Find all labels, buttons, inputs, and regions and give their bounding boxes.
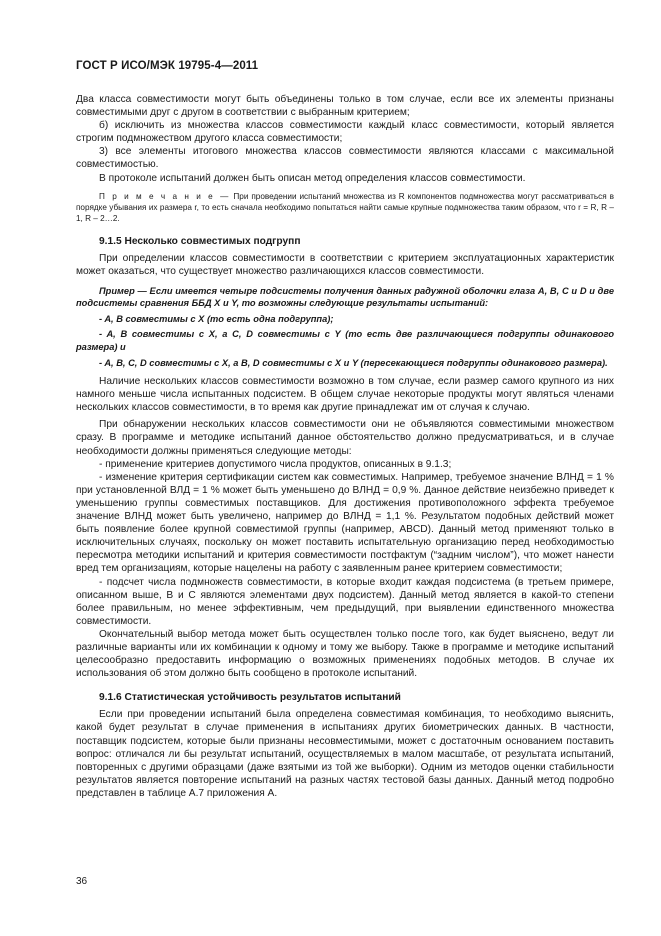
list-item-b: б) исключить из множества классов совместимости каждый класс совместимости, который является строгим подмножеством другого класса совместимости; [76,120,614,145]
paragraph: В протоколе испытаний должен быть описан метод определения классов совместимости. [99,172,526,184]
example-item: - A, B совместимы с X, а C, D совместимы с Y (то есть две различающиеся подгруппы одинакового размера) и [76,329,614,352]
paragraph: При определении классов совместимости в соответствии с критерием эксплуатационных характеристик может оказаться, что существует множество различающихся классов совместимости. [76,253,614,278]
paragraph: При обнаружении нескольких классов совместимости они не объявляются совместимыми множеством сразу. В программе и методике испытаний данное обстоятельство должно предусматриваться, и в случае необходимости должны применяться следующие методы: [76,419,614,457]
note [76,191,614,225]
note-label: П р и м е ч а н и е — [99,191,231,201]
paragraph: Наличие нескольких классов совместимости возможно в том случае, если размер самого крупного из них намного меньше числа испытанных подсистем. В общем случае некоторые продукты могут являться членами нескольких классов совместимости, в то время как другие принадлежат им от случая к случаю. [76,376,614,414]
list-item: - подсчет числа подмножеств совместимости, в которые входит каждая подсистема (в третьем примере, описанном выше, B и C являются элементами двух подсистем). Данный метод является в какой-то степени более правильным, но менее эффективным, чем предыдущий, при выявлении единственного множества совместимости. [76,576,614,627]
example-intro: Пример — Если имеется четыре подсистемы получения данных радужной оболочки глаза A, B, C и D и две подсистемы сравнения ББД X и Y, то возможны следующие результаты испытаний: [76,285,614,309]
example-item: - A, B, C, D совместимы с X, а B, D совместимы с X и Y (пересекающиеся подгруппы одинакового размера). [99,357,608,368]
section-heading-9-1-5: 9.1.5 Несколько совместимых подгрупп [99,236,301,248]
list-item: - применение критериев допустимого числа продуктов, описанных в 9.1.3; [99,458,452,470]
list-item-3: 3) все элементы итогового множества классов совместимости являются классами с максимальной совместимостью. [76,146,614,171]
example-item: - A, B совместимы с X (то есть одна подгруппа); [99,313,334,324]
document-header-title: ГОСТ Р ИСО/МЭК 19795-4—2011 [76,60,259,72]
section-heading-9-1-6: 9.1.6 Статистическая устойчивость результатов испытаний [99,692,401,704]
page-number: 36 [76,876,88,887]
paragraph: Окончательный выбор метода может быть осуществлен только после того, как будет выяснено, ведут ли различные варианты или их комбинации к одному и тому же выбору. Также в программе и методике испытаний целесообразно предоставить информацию о возможных применениях подобных методов. В случае их использования об этом должно быть сообщено в протоколе испытаний. [76,628,614,680]
list-item: - изменение критерия сертификации систем как совместимых. Например, требуемое значение ВЛНД = 1 % при установленной ВЛД = 1 % может быть уменьшено до ВЛНД = 0,9 %. Данное действие неизбежно приведет к уменьшению группы совместимых поставщиков. Для достижения противоположного эффекта требуемое значение ВЛНД может быть увеличено, например до ВЛНД = 1,1 %. Результатом подобных действий может быть появление более крупной совместимой группы (например, ABCD). Данный метод применяют только в исключительных случаях, поскольку он может поставить испытательную организацию перед необходимостью пересмотра методики испытаний и критерия совместимости постфактум (“задним числом”), что может нанести вред тем организациям, которые нацелены на работу с заявленным ранее критерием совместимости; [76,471,614,575]
document-body [76,93,614,800]
paragraph: Два класса совместимости могут быть объединены только в том случае, если все их элементы признаны совместимыми друг с другом в соответствии с выбранным критерием; [76,94,614,119]
note-text: При проведении испытаний множества из R компонентов подмножества могут рассматриваться в порядке убывания их размера r, то есть сначала необходимо попытаться найти самые крупные подмножества таким образом, что r = R, R – 1, R – 2…2. [76,191,615,224]
paragraph: Если при проведении испытаний была определена совместимая комбинация, то необходимо выяснить, какой будет результат в случае применения в испытаниях других биометрических данных. В частности, поставщик подсистем, которые были признаны несовместимыми, может с достаточным основанием поставить вопрос: отличался ли бы результат испытаний, осуществляемых в малом масштабе, от результата испытаний, повторенных с другими образцами (даже взятыми из той же выборки). Одним из методов оценки стабильности результатов является повторение испытаний на разных частях тестовой базы данных. Данный метод подробно представлен в таблице А.7 приложения А. [76,709,614,799]
